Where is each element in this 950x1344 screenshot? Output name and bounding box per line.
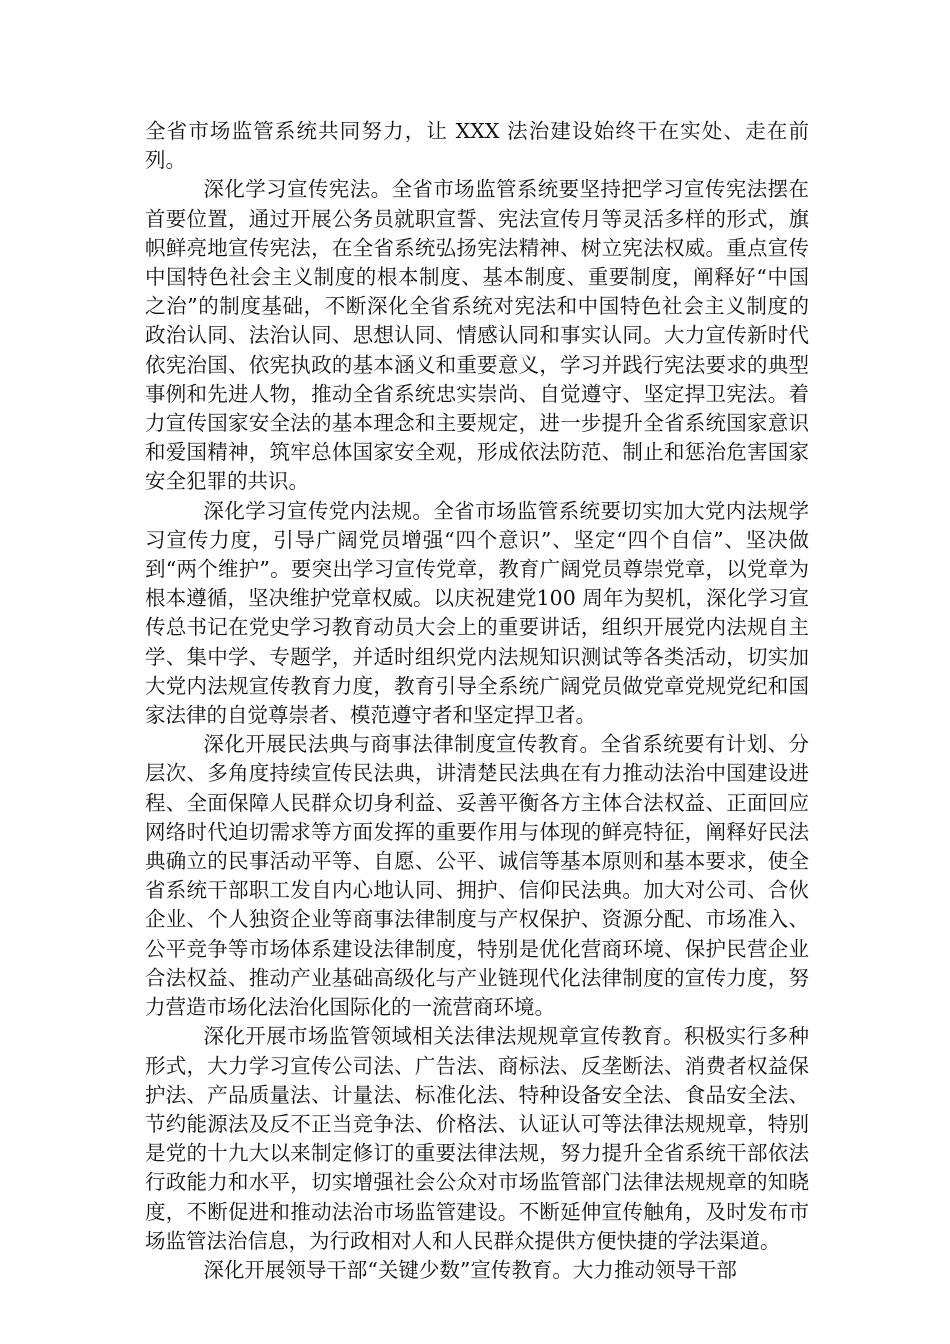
paragraph-leading-cadres: 深化开展领导干部“关键少数”宣传教育。大力推动领导干部 (203, 1257, 737, 1282)
paragraph-party-regulations: 深化学习宣传党内法规。全省市场监管系统要切实加大党内法规学习宣传力度，引导广阔党员增强“四个意识”、坚定“四个自信”、坚决做到“两个维护”。要突出学习宣传党章，教育广阔党员尊崇党章，以党章为根本遵循，坚决维护党章权威。以庆祝建党100 周年为契机，深化学习宣传总书记在党史学习教育动员大会上的重要讲话，组织开展党内法规自主学、集中学、专题学，并适时组织党内法规知识测试等各类活动，切实加大党内法规宣传教育力度，教育引导全系统广阔党员做党章党规党纪和国家法律的自觉尊崇者、模范遵守者和坚定捍卫者。 (145, 498, 809, 728)
paragraph-market-regulation-laws: 深化开展市场监管领域相关法律法规规章宣传教育。积极实行多种形式，大力学习宣传公司法、广告法、商标法、反垄断法、消费者权益保护法、产品质量法、计量法、标准化法、特种设备安全法、食品安全法、节约能源法及反不正当竞争法、价格法、认证认可等法律法规规章，特别是党的十九大以来制定修订的重要法律法规，努力提升全省系统干部依法行政能力和水平，切实增强社会公众对市场监管部门法律法规规章的知晓度，不断促进和推动法治市场监管建设。不断延伸宣传触角，及时发布市场监管法治信息，为行政相对人和人民群众提供方便快捷的学法渠道。 (145, 1024, 809, 1253)
paragraph-civil-code: 深化开展民法典与商事法律制度宣传教育。全省系统要有计划、分层次、多角度持续宣传民法典，讲清楚民法典在有力推动法治中国建设进程、全面保障人民群众切身利益、妥善平衡各方主体合法权益、正面回应网络时代迫切需求等方面发挥的重要作用与体现的鲜亮特征，阐释好民法典确立的民事活动平等、自愿、公平、诚信等基本原则和基本要求，使全省系统干部职工发自内心地认同、拥护、信仰民法典。加大对公司、合伙企业、个人独资企业等商事法律制度与产权保护、资源分配、市场准入、公平竞争等市场体系建设法律制度，特别是优化营商环境、保护民营企业合法权益、推动产业基础高级化与产业链现代化法律制度的宣传力度，努力营造市场化法治化国际化的一流营商环境。 (145, 732, 809, 1020)
paragraph-continuation: 全省市场监管系统共同努力，让 XXX 法治建设始终干在实处、走在前列。 (145, 119, 809, 173)
paragraph-constitution: 深化学习宣传宪法。全省市场监管系统要坚持把学习宣传宪法摆在首要位置，通过开展公务员就职宣誓、宪法宣传月等灵活多样的形式，旗帜鲜亮地宣传宪法，在全省系统弘扬宪法精神、树立宪法权威。重点宣传中国特色社会主义制度的根本制度、基本制度、重要制度，阐释好“中国之治”的制度基础，不断深化全省系统对宪法和中国特色社会主义制度的政治认同、法治认同、思想认同、情感认同和事实认同。大力宣传新时代依宪治国、依宪执政的基本涵义和重要意义，学习并践行宪法要求的典型事例和先进人物，推动全省系统忠实崇尚、自觉遵守、坚定捍卫宪法。着力宣传国家安全法的基本理念和主要规定，进一步提升全省系统国家意识和爱国精神，筑牢总体国家安全观，形成依法防范、制止和惩治危害国家安全犯罪的共识。 (145, 177, 809, 494)
document-body (145, 117, 809, 1285)
